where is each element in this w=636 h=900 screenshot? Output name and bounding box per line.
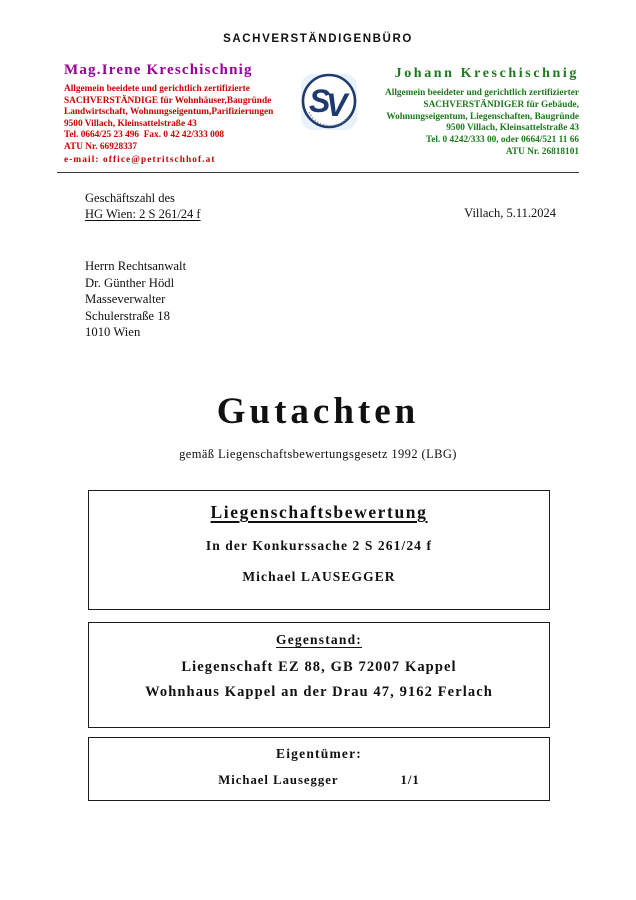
appraiser-right-line: Wohnungseigentum, Liegenschaften, Baugründe — [386, 111, 579, 122]
recipient-address-block — [85, 258, 186, 341]
appraiser-left-line: Landwirtschaft, Wohnungseigentum,Parifizierungen — [64, 107, 274, 118]
owner-share: 1/1 — [400, 773, 420, 787]
appraiser-right-line: Allgemein beeideter und gerichtlich zertifizierter — [385, 88, 579, 98]
appraiser-right-line: SACHVERSTÄNDIGER für Gebäude, — [423, 99, 579, 110]
owner-box — [88, 737, 550, 801]
document-subtitle: gemäß Liegenschaftsbewertungsgesetz 1992 (LBG) — [179, 447, 457, 461]
case-reference-block — [85, 190, 201, 222]
appraiser-left-line: Tel. 0664/25 23 496 Fax. 0 42 42/333 008 — [64, 130, 225, 141]
owner-heading: Eigentümer: — [276, 746, 362, 761]
subject-address-line: Wohnhaus Kappel an der Drau 47, 9162 Ferlach — [145, 684, 493, 700]
recipient-line: Masseverwalter — [85, 292, 166, 307]
document-title: Gutachten — [216, 391, 420, 432]
logo-letter-v: V — [326, 87, 348, 123]
subject-heading: Gegenstand: — [276, 632, 362, 647]
recipient-line: Dr. Günther Hödl — [85, 275, 175, 290]
email-link[interactable]: e-mail: office@petritschhof.at — [64, 154, 216, 165]
appraiser-left-line: ATU Nr. 66928337 — [64, 141, 138, 152]
case-reference-label: Geschäftszahl des — [85, 191, 175, 205]
appraiser-left-line: Allgemein beeidete und gerichtlich zertifizierte — [64, 84, 250, 94]
valuation-heading: Liegenschaftsbewertung — [210, 502, 428, 522]
valuation-box — [88, 490, 550, 610]
owner-name: Michael Lausegger — [218, 773, 339, 787]
valuation-debtor-line: Michael LAUSEGGER — [242, 569, 396, 584]
appraiser-right-line: 9500 Villach, Kleinsattelstraße 43 — [446, 123, 579, 134]
header-divider — [57, 172, 579, 173]
owner-row — [89, 773, 549, 788]
valuation-case-line: In der Konkurssache 2 S 261/24 f — [205, 538, 433, 553]
appraiser-right-name: Johann Kreschischnig — [394, 66, 579, 81]
place-and-date: Villach, 5.11.2024 — [464, 206, 556, 220]
logo-letter-s: S — [309, 83, 331, 119]
subject-box — [88, 622, 550, 728]
office-title: SACHVERSTÄNDIGENBÜRO — [223, 33, 413, 45]
recipient-line: Schulerstraße 18 — [85, 308, 170, 323]
appraiser-left-line: 9500 Villach, Kleinsattelstraße 43 — [64, 118, 197, 129]
appraiser-right-line: Tel. 0 4242/333 00, oder 0664/521 11 66 — [425, 135, 579, 146]
appraiser-left-name: Mag.Irene Kreschischnig — [64, 62, 253, 78]
appraiser-left-line: SACHVERSTÄNDIGE für Wohnhäuser,Baugründe — [64, 95, 272, 106]
appraiser-left-block — [64, 62, 314, 166]
subject-property-line: Liegenschaft EZ 88, GB 72007 Kappel — [181, 659, 457, 675]
recipient-line: Herrn Rechtsanwalt — [85, 259, 187, 273]
appraiser-right-line: ATU Nr. 26818101 — [505, 146, 579, 157]
recipient-line: 1010 Wien — [85, 325, 141, 340]
appraiser-right-block — [324, 66, 579, 159]
case-number: HG Wien: 2 S 261/24 f — [85, 207, 201, 221]
